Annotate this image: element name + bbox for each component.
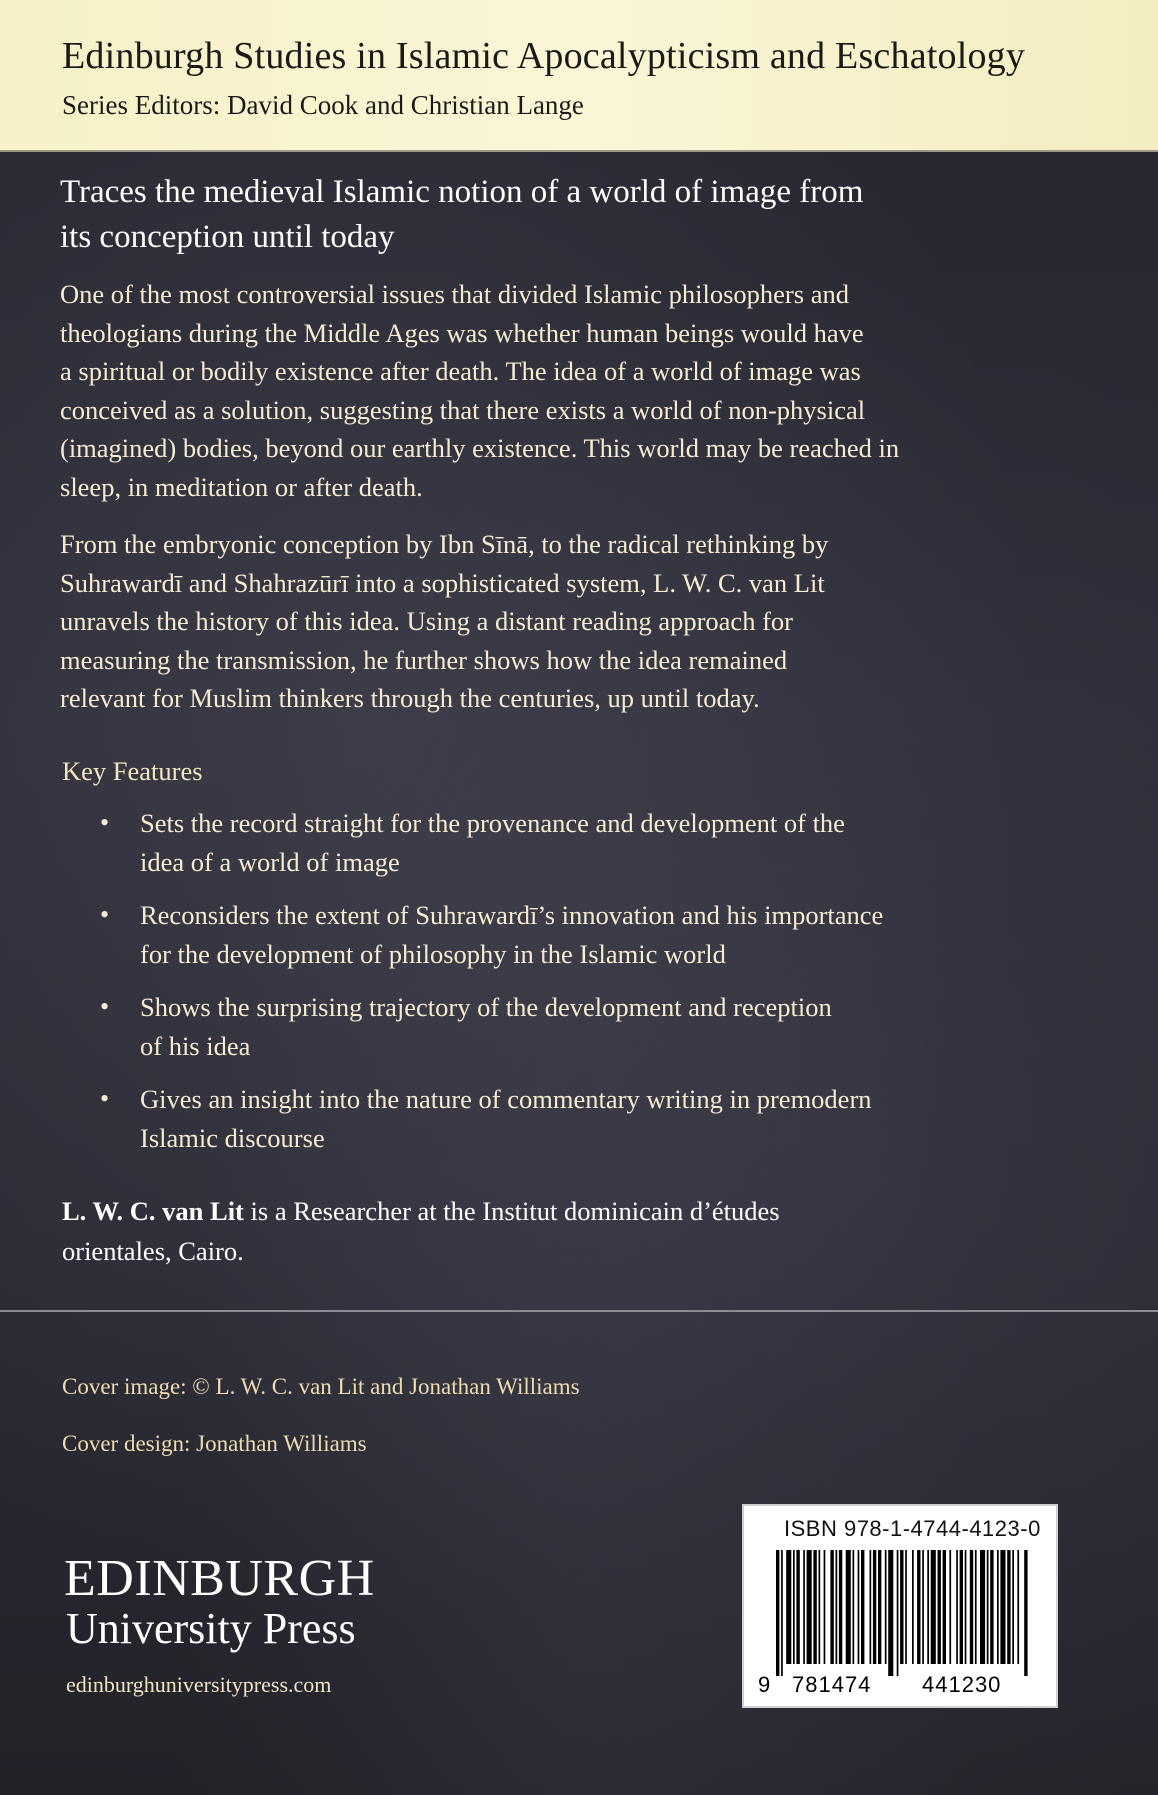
description-line: conceived as a solution, suggesting that there exists a world of non-physical: [60, 394, 866, 425]
barcode-bar: [888, 1550, 893, 1676]
barcode-bar: [905, 1550, 907, 1664]
description-line: a spiritual or bodily existence after death. The idea of a world of image was: [60, 356, 861, 386]
barcode-bar: [878, 1550, 881, 1664]
bullet-icon: •: [100, 992, 110, 1021]
barcode-digits-right: 441230: [922, 1672, 1002, 1696]
description-line: theologians during the Middle Ages was whether human beings would have: [60, 317, 864, 348]
barcode-bar: [900, 1550, 903, 1664]
barcode-bar: [807, 1550, 812, 1664]
barcode-bar: [776, 1550, 779, 1676]
section-divider: [0, 1310, 1158, 1312]
key-feature-item: [62, 896, 1022, 973]
barcode-bar: [912, 1550, 914, 1664]
barcode-bar: [858, 1550, 860, 1664]
barcode-bar: [1000, 1550, 1005, 1664]
publisher-subtitle: University Press: [66, 1604, 356, 1653]
tagline-line: Traces the medieval Islamic notion of a world of image from: [60, 174, 864, 210]
barcode-bar: [803, 1550, 805, 1664]
description-line: unravels the history of this idea. Using a distant reading approach for: [60, 606, 793, 636]
key-feature-item: [62, 1080, 1022, 1157]
barcode-bar: [853, 1550, 855, 1664]
barcode-bar: [781, 1550, 783, 1676]
barcode-bar: [786, 1550, 791, 1664]
barcode-bar: [927, 1550, 929, 1664]
barcode-bar: [819, 1550, 821, 1664]
tagline-line: its conception until today: [60, 219, 395, 255]
bullet-icon: •: [100, 808, 110, 837]
barcode-bar: [965, 1550, 967, 1664]
author-bio-line: orientales, Cairo.: [62, 1236, 244, 1266]
description-line: From the embryonic conception by Ibn Sīnā, to the radical rethinking by: [60, 529, 829, 559]
barcode-bar: [943, 1550, 946, 1664]
key-feature-line: for the development of philosophy in the Islamic world: [140, 938, 726, 969]
author-bio-text: is a Researcher at the Institut dominicain d’études: [243, 1196, 780, 1226]
barcode-bar: [938, 1550, 941, 1664]
series-title: Edinburgh Studies in Islamic Apocalypticism and Eschatology: [62, 35, 1026, 77]
isbn-barcode: [742, 1504, 1058, 1708]
barcode-bar: [836, 1550, 838, 1664]
barcode-digits-left: 781474: [792, 1672, 872, 1696]
barcode-bar: [1012, 1550, 1014, 1664]
barcode-bar: [956, 1550, 958, 1664]
barcode-bar: [885, 1550, 887, 1664]
description-line: Suhrawardī and Shahrazūrī into a sophisticated system, L. W. C. van Lit: [60, 567, 825, 598]
description-line: relevant for Muslim thinkers through the centuries, up until today.: [60, 683, 760, 713]
cover-design-credit: Cover design: Jonathan Williams: [62, 1431, 367, 1456]
barcode-bar: [987, 1550, 989, 1664]
key-feature-line: of his idea: [140, 1030, 251, 1061]
barcode-bar: [931, 1550, 936, 1664]
barcode-bar: [970, 1550, 973, 1664]
barcode-digit-first: 9: [758, 1672, 771, 1696]
key-feature-line: idea of a world of image: [140, 846, 400, 877]
key-features-heading: Key Features: [62, 756, 203, 786]
description-line: One of the most controversial issues that divided Islamic philosophers and: [60, 279, 849, 309]
bullet-icon: •: [100, 900, 110, 929]
key-features-list: [62, 804, 1022, 1172]
key-feature-line: Shows the surprising trajectory of the development and reception: [140, 992, 832, 1022]
barcode-bar: [870, 1550, 872, 1664]
author-bio-line: [62, 1191, 962, 1231]
barcode-icon: [758, 1550, 1042, 1696]
barcode-bar: [960, 1550, 963, 1664]
author-bio: [62, 1191, 962, 1271]
description-paragraph-1: [60, 275, 1050, 506]
barcode-bar: [873, 1550, 876, 1664]
barcode-bar: [917, 1550, 920, 1664]
barcode-bar: [897, 1550, 899, 1676]
key-feature-line: Sets the record straight for the provenance and development of the: [140, 808, 845, 838]
author-name: L. W. C. van Lit: [62, 1196, 244, 1226]
barcode-bar: [922, 1550, 924, 1664]
barcode-bar: [990, 1550, 993, 1664]
barcode-bar: [796, 1550, 799, 1664]
cover-image-credit: Cover image: © L. W. C. van Lit and Jonathan Williams: [62, 1374, 580, 1399]
description-line: sleep, in meditation or after death.: [60, 471, 423, 502]
description-line: (imagined) bodies, beyond our earthly existence. This world may be reached in: [60, 433, 900, 463]
key-feature-line: Islamic discourse: [140, 1122, 325, 1153]
isbn-label: ISBN 978-1-4744-4123-0: [784, 1516, 1041, 1541]
barcode-bar: [1007, 1550, 1010, 1664]
barcode-bar: [997, 1550, 999, 1664]
barcode-bar: [1024, 1550, 1027, 1676]
description-line: measuring the transmission, he further shows how the idea remained: [60, 644, 788, 675]
series-header-band: [0, 0, 1158, 152]
key-feature-item: [62, 804, 1022, 881]
barcode-bar: [975, 1550, 977, 1664]
key-feature-line: Gives an insight into the nature of commentary writing in premodern: [140, 1084, 872, 1114]
publisher-url: edinburghuniversitypress.com: [66, 1672, 332, 1697]
barcode-bar: [813, 1550, 816, 1664]
key-feature-item: [62, 988, 1022, 1065]
barcode-bar: [793, 1550, 795, 1664]
description-paragraph-2: [60, 525, 1050, 718]
key-feature-line: Reconsiders the extent of Suhrawardī’s innovation and his importance: [140, 900, 884, 930]
barcode-bar: [830, 1550, 833, 1664]
tagline: [60, 170, 1020, 260]
barcode-bar: [1017, 1550, 1019, 1664]
publisher-name: EDINBURGH: [64, 1550, 375, 1607]
barcode-bar: [949, 1550, 951, 1664]
series-editors: Series Editors: David Cook and Christian Lange: [62, 90, 584, 120]
bullet-icon: •: [100, 1084, 110, 1113]
barcode-bar: [824, 1550, 826, 1664]
barcode-bar: [846, 1550, 851, 1664]
barcode-bar: [980, 1550, 985, 1664]
barcode-bar: [861, 1550, 864, 1664]
barcode-bar: [839, 1550, 842, 1664]
